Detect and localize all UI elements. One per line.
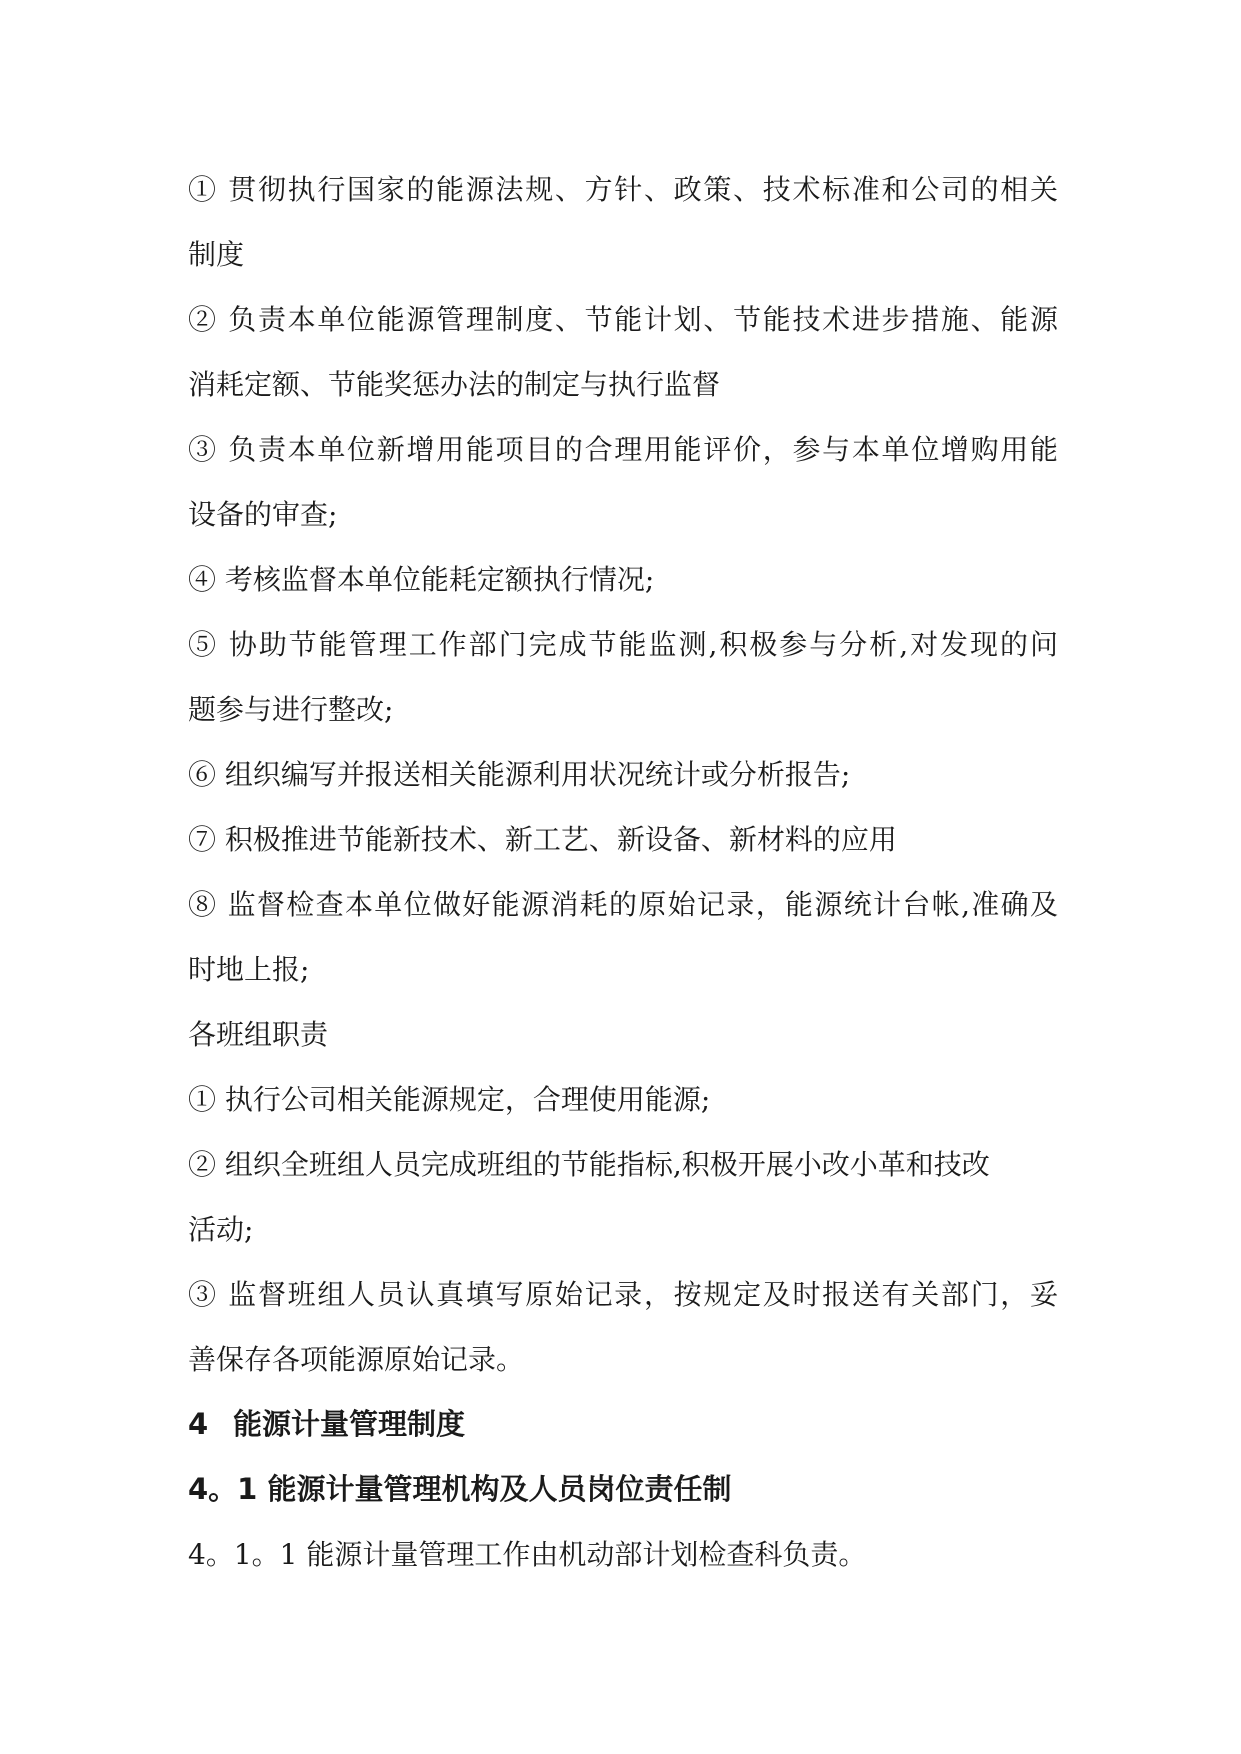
list-item-3-line-1: ③ 负责本单位新增用能项目的合理用能评价，参与本单位增购用能 bbox=[188, 433, 1058, 466]
team-duty-3-line-2: 善保存各项能源原始记录。 bbox=[188, 1343, 525, 1376]
list-item-4: ④ 考核监督本单位能耗定额执行情况; bbox=[188, 563, 655, 596]
list-item-1-line-2: 制度 bbox=[188, 238, 245, 271]
team-duty-3-line-1: ③ 监督班组人员认真填写原始记录，按规定及时报送有关部门，妥 bbox=[188, 1278, 1058, 1311]
team-duty-2-line-1: ② 组织全班组人员完成班组的节能指标,积极开展小改小革和技改 bbox=[188, 1148, 990, 1181]
document-body bbox=[188, 157, 1058, 1587]
list-item-3-line-2: 设备的审查; bbox=[188, 498, 338, 531]
section-4-number: 4 bbox=[188, 1407, 209, 1441]
list-item-7: ⑦ 积极推进节能新技术、新工艺、新设备、新材料的应用 bbox=[188, 823, 897, 856]
list-item-5-line-1: ⑤ 协助节能管理工作部门完成节能监测,积极参与分析,对发现的问 bbox=[188, 628, 1058, 661]
section-4-heading bbox=[188, 1392, 1058, 1457]
section-4-1-heading: 4。1 能源计量管理机构及人员岗位责任制 bbox=[188, 1472, 732, 1506]
paragraph-4-1-1: 4。1。1 能源计量管理工作由机动部计划检查科负责。 bbox=[188, 1538, 867, 1571]
team-duty-1: ① 执行公司相关能源规定，合理使用能源; bbox=[188, 1083, 711, 1116]
list-item-6: ⑥ 组织编写并报送相关能源利用状况统计或分析报告; bbox=[188, 758, 851, 791]
list-item-8-line-1: ⑧ 监督检查本单位做好能源消耗的原始记录，能源统计台帐,准确及 bbox=[188, 888, 1058, 921]
section-4-title: 能源计量管理制度 bbox=[233, 1407, 466, 1441]
team-duties-heading: 各班组职责 bbox=[188, 1018, 329, 1051]
list-item-8-line-2: 时地上报; bbox=[188, 953, 310, 986]
list-item-5-line-2: 题参与进行整改; bbox=[188, 693, 394, 726]
list-item-1-line-1: ① 贯彻执行国家的能源法规、方针、政策、技术标准和公司的相关 bbox=[188, 173, 1058, 206]
team-duty-2-line-2: 活动; bbox=[188, 1213, 254, 1246]
list-item-2-line-2: 消耗定额、节能奖惩办法的制定与执行监督 bbox=[188, 368, 721, 401]
list-item-2-line-1: ② 负责本单位能源管理制度、节能计划、节能技术进步措施、能源 bbox=[188, 303, 1058, 336]
